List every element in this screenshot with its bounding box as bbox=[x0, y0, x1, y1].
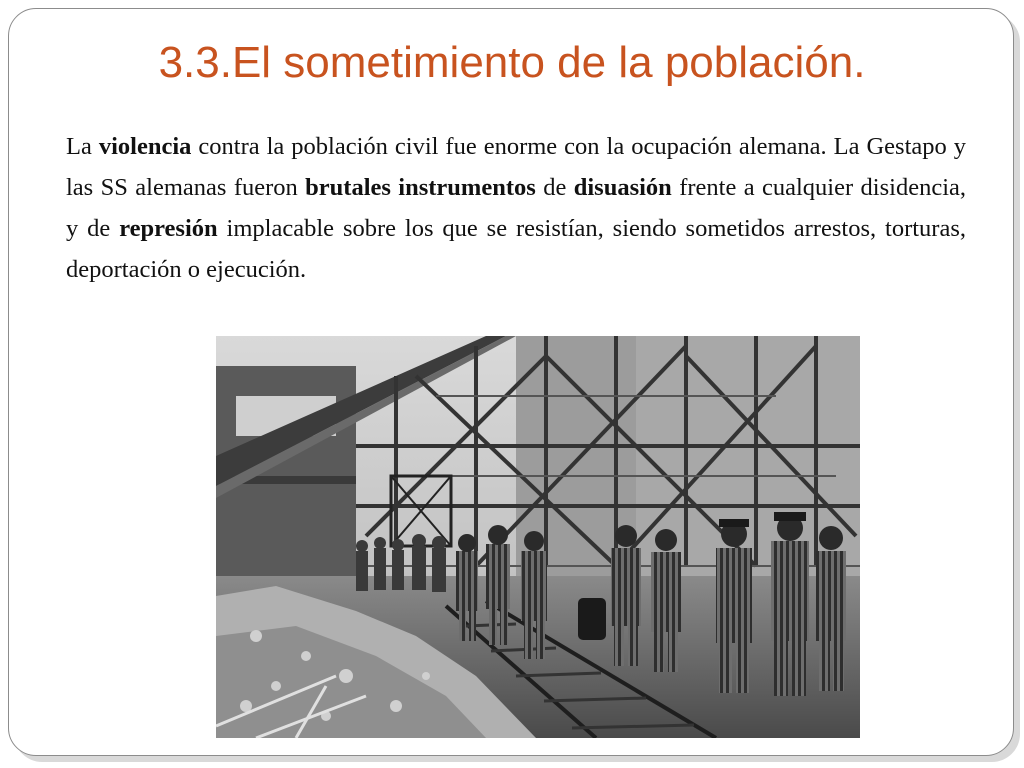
paragraph-segment: frente a cualquier disidencia, y de bbox=[66, 174, 966, 242]
historical-photo bbox=[216, 336, 860, 738]
paragraph-segment: contra la población civil fue enorme con la ocupación alemana. La Gestapo y las SS alemanas fueron bbox=[66, 133, 966, 201]
paragraph-bold-violencia: violencia bbox=[98, 133, 192, 160]
slide-paragraph bbox=[66, 126, 966, 290]
slide-title: 3.3.El sometimiento de la población. bbox=[158, 38, 866, 87]
paragraph-segment: implacable sobre los que se resistían, siendo sometidos arrestos, torturas, deportación o ejecución. bbox=[66, 215, 966, 283]
paragraph-bold-disuasion: disuasión bbox=[573, 174, 672, 201]
paragraph-segment: de bbox=[535, 174, 574, 201]
paragraph-segment: La bbox=[66, 133, 99, 160]
paragraph-bold-represion: represión bbox=[119, 215, 218, 242]
paragraph-bold-instrumentos: brutales instrumentos bbox=[305, 174, 536, 201]
